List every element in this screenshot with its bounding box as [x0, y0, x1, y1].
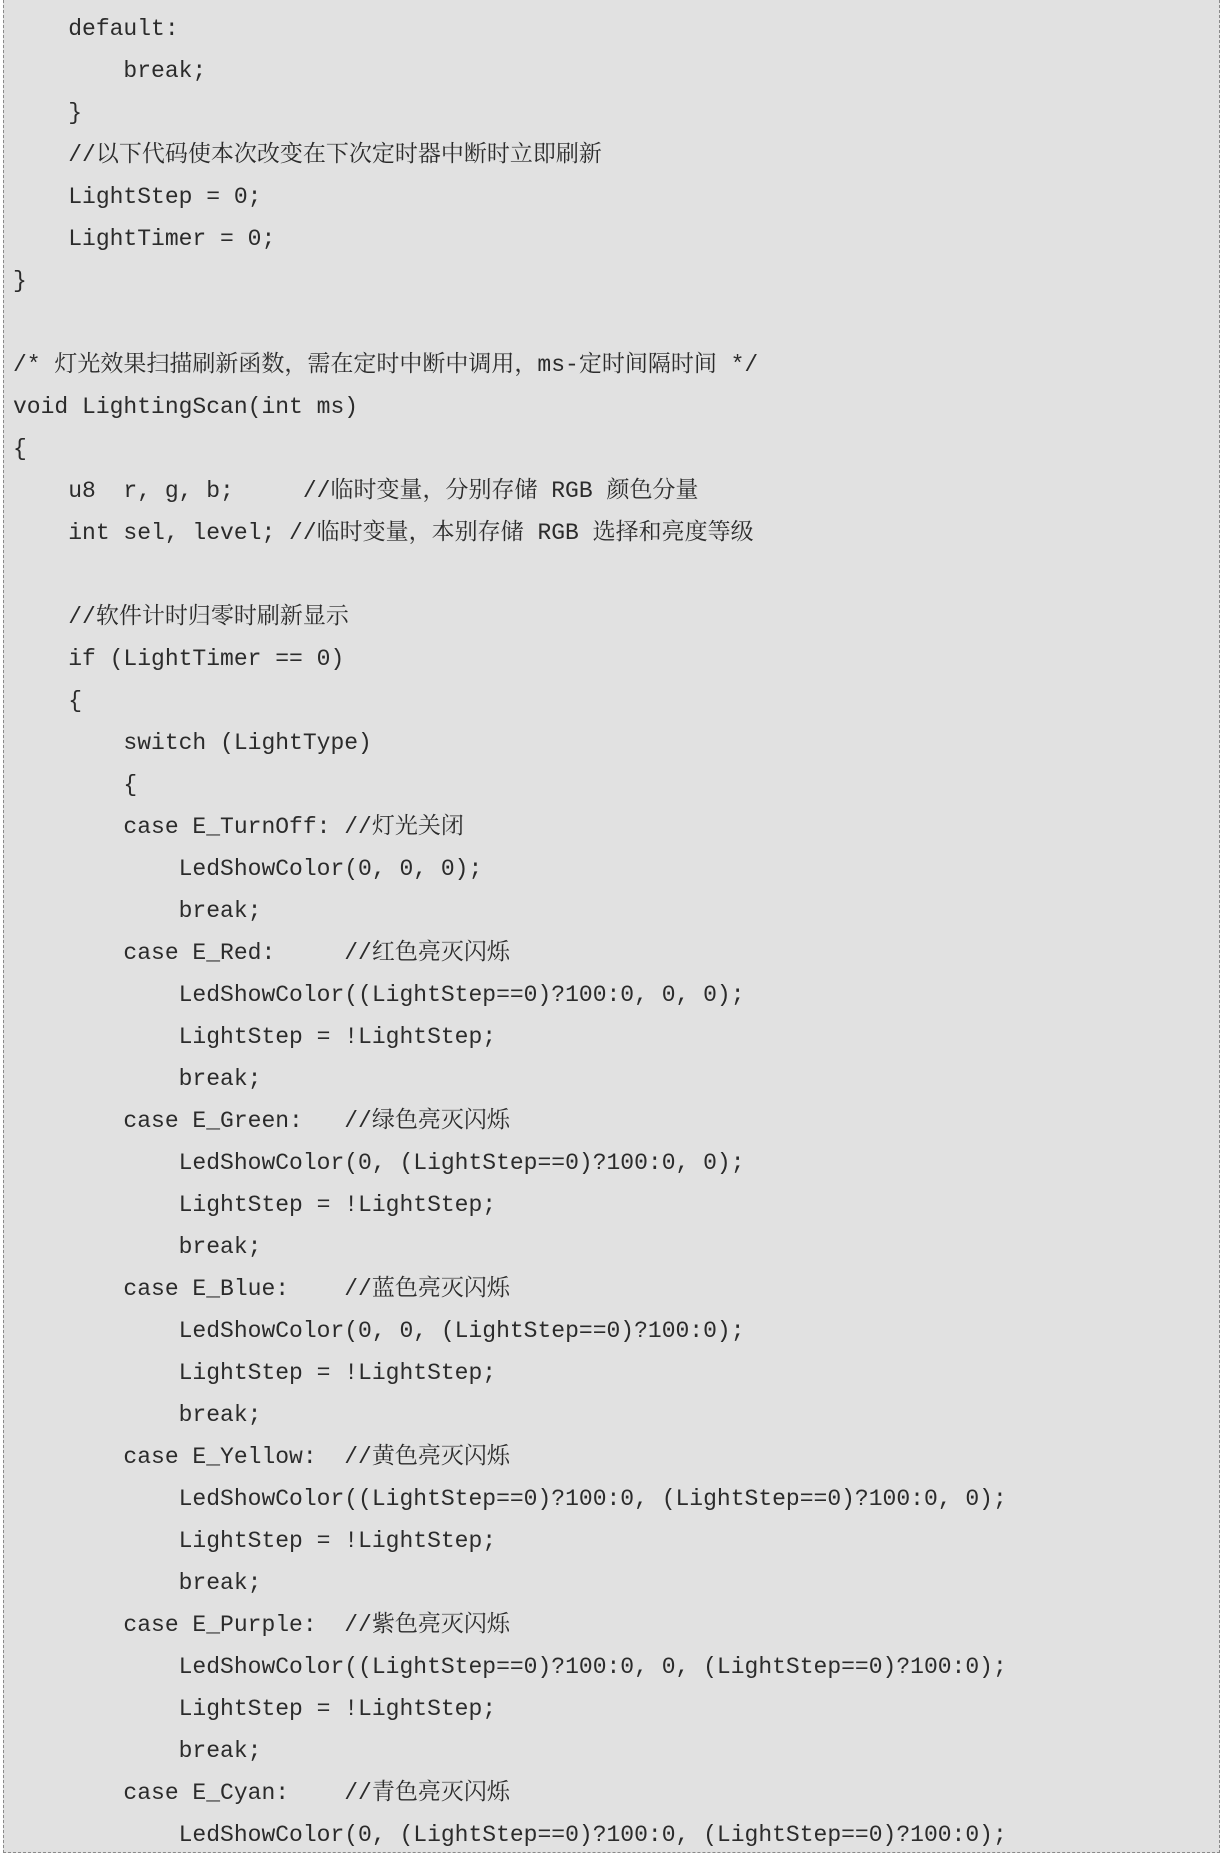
code-line: LedShowColor(0, (LightStep==0)?100:0, (LightStep==0)?100:0); [13, 1822, 1007, 1848]
code-lines [4, 8, 1219, 1856]
code-line: break; [13, 58, 207, 84]
code-listing-panel [3, 0, 1220, 1853]
code-line: LightStep = !LightStep; [13, 1192, 497, 1218]
code-line: int sel, level; //临时变量，本别存储 RGB 选择和亮度等级 [13, 520, 754, 546]
code-comment-line: //以下代码使本次改变在下次定时器中断时立即刷新 [13, 142, 602, 168]
code-line: LedShowColor((LightStep==0)?100:0, 0, 0); [13, 982, 745, 1008]
code-line: } [13, 100, 83, 126]
code-line: LightStep = !LightStep; [13, 1696, 497, 1722]
code-line: default: [13, 16, 179, 42]
code-line: switch (LightType) [13, 730, 372, 756]
code-line: { [13, 436, 27, 462]
code-line: LedShowColor(0, 0, (LightStep==0)?100:0); [13, 1318, 745, 1344]
code-line: break; [13, 1234, 262, 1260]
code-line: LightTimer = 0; [13, 226, 276, 252]
code-line: case E_Red: //红色亮灭闪烁 [13, 940, 510, 966]
code-line: case E_TurnOff: //灯光关闭 [13, 814, 464, 840]
code-line: { [13, 772, 138, 798]
code-line: } [13, 268, 27, 294]
code-blank-line [4, 554, 1219, 596]
code-line: LedShowColor((LightStep==0)?100:0, (LightStep==0)?100:0, 0); [13, 1486, 1007, 1512]
code-blank-line [4, 302, 1219, 344]
code-line: break; [13, 1738, 262, 1764]
code-line: case E_Green: //绿色亮灭闪烁 [13, 1108, 510, 1134]
code-line: LightStep = !LightStep; [13, 1528, 497, 1554]
code-line: LightStep = 0; [13, 184, 262, 210]
code-comment-line: /* 灯光效果扫描刷新函数，需在定时中断中调用，ms-定时间隔时间 */ [13, 352, 759, 378]
code-function-signature: void LightingScan(int ms) [13, 394, 359, 420]
code-line: LedShowColor(0, (LightStep==0)?100:0, 0); [13, 1150, 745, 1176]
code-line: break; [13, 1570, 262, 1596]
code-line: if (LightTimer == 0) [13, 646, 345, 672]
code-line: break; [13, 1066, 262, 1092]
code-line: break; [13, 898, 262, 924]
code-line: { [13, 688, 83, 714]
code-comment-line: //软件计时归零时刷新显示 [13, 604, 349, 630]
code-line: LightStep = !LightStep; [13, 1360, 497, 1386]
code-line: case E_Cyan: //青色亮灭闪烁 [13, 1780, 510, 1806]
code-line: case E_Blue: //蓝色亮灭闪烁 [13, 1276, 510, 1302]
code-line: LightStep = !LightStep; [13, 1024, 497, 1050]
code-line: break; [13, 1402, 262, 1428]
code-line: u8 r, g, b; //临时变量，分别存储 RGB 颜色分量 [13, 478, 699, 504]
code-line: case E_Yellow: //黄色亮灭闪烁 [13, 1444, 510, 1470]
code-line: LedShowColor(0, 0, 0); [13, 856, 483, 882]
code-line: case E_Purple: //紫色亮灭闪烁 [13, 1612, 510, 1638]
code-line: LedShowColor((LightStep==0)?100:0, 0, (LightStep==0)?100:0); [13, 1654, 1007, 1680]
